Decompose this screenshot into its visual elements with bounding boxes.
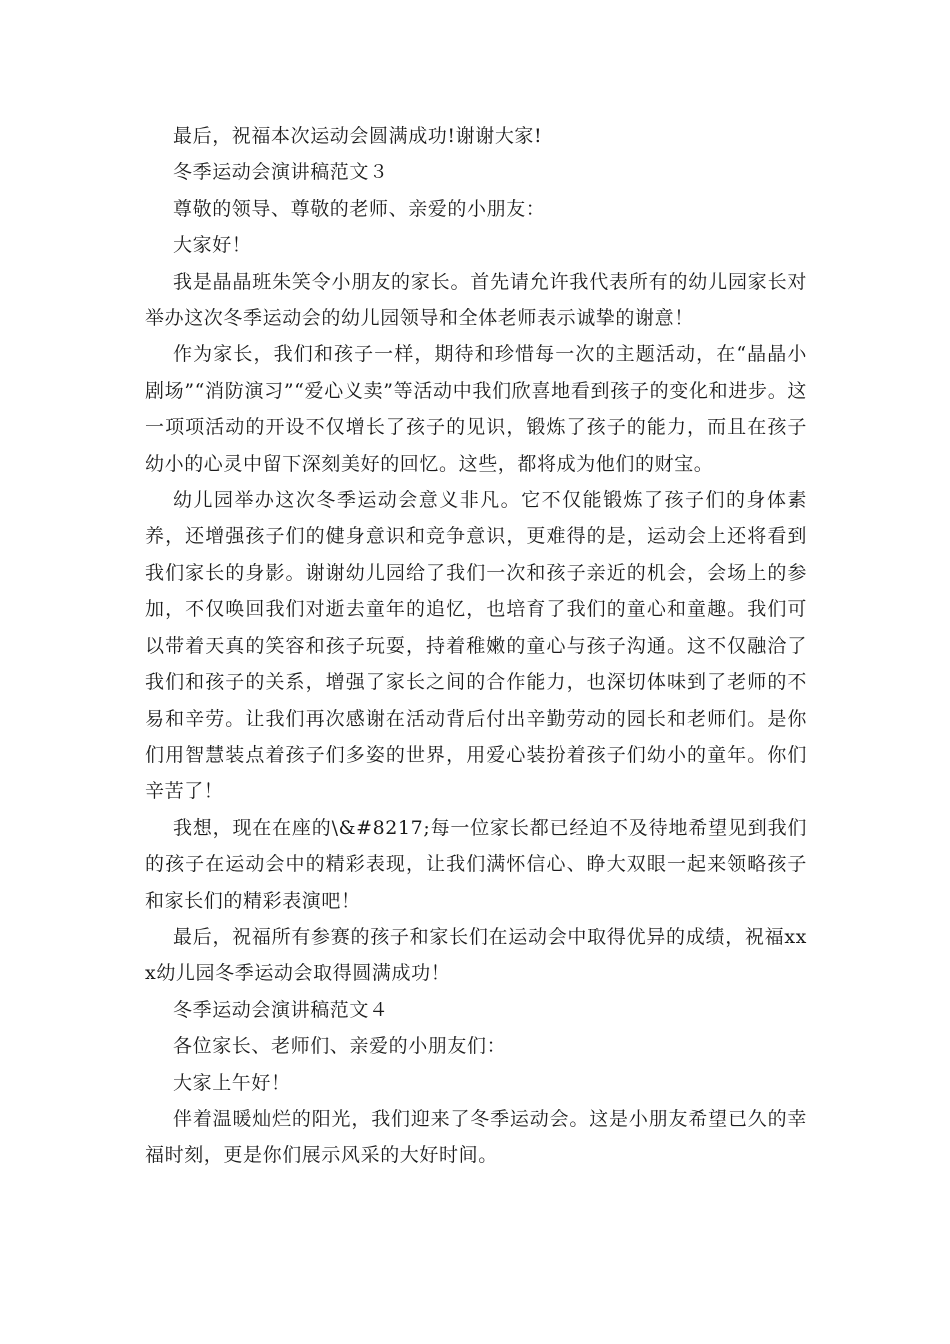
body-paragraph: 我是晶晶班朱笑令小朋友的家长。首先请允许我代表所有的幼儿园家长对举办这次冬季运动会的幼儿园领导和全体老师表示诚挚的谢意！ bbox=[145, 270, 807, 330]
body-paragraph: 我想，现在在座的\&#8217;每一位家长都已经迫不及待地希望见到我们的孩子在运动会中的精彩表现，让我们满怀信心、睁大双眼一起来领略孩子和家长们的精彩表演吧！ bbox=[145, 816, 807, 912]
document-page bbox=[145, 118, 807, 1174]
greeting: 大家上午好！ bbox=[173, 1071, 291, 1094]
body-paragraph: 作为家长，我们和孩子一样，期待和珍惜每一次的主题活动，在“晶晶小剧场”“消防演习”“爱心义卖”等活动中我们欣喜地看到孩子的变化和进步。这一项项活动的开设不仅增长了孩子的见识，锻炼了孩子的能力，而且在孩子幼小的心灵中留下深刻美好的回忆。这些，都将成为他们的财宝。 bbox=[145, 343, 807, 475]
body-paragraph: 幼儿园举办这次冬季运动会意义非凡。它不仅能锻炼了孩子们的身体素养，还增强孩子们的健身意识和竞争意识，更难得的是，运动会上还将看到我们家长的身影。谢谢幼儿园给了我们一次和孩子亲近的机会，会场上的参加，不仅唤回我们对逝去童年的追忆，也培育了我们的童心和童趣。我们可以带着天真的笑容和孩子玩耍，持着稚嫩的童心与孩子沟通。这不仅融洽了我们和孩子的关系，增强了家长之间的合作能力，也深切体味到了老师的不易和辛劳。让我们再次感谢在活动背后付出辛勤劳动的园长和老师们。是你们用智慧装点着孩子们多姿的世界，用爱心装扮着孩子们幼小的童年。你们辛苦了！ bbox=[145, 489, 807, 803]
greeting: 大家好！ bbox=[173, 234, 252, 257]
closing-paragraph: 最后，祝福所有参赛的孩子和家长们在运动会中取得优异的成绩，祝福xxx幼儿园冬季运动会取得圆满成功！ bbox=[145, 925, 807, 985]
closing-paragraph: 最后，祝福本次运动会圆满成功!谢谢大家! bbox=[173, 125, 543, 147]
salutation: 各位家长、老师们、亲爱的小朋友们： bbox=[173, 1035, 507, 1058]
section-title: 冬季运动会演讲稿范文３ bbox=[173, 161, 389, 184]
section-title: 冬季运动会演讲稿范文４ bbox=[173, 998, 389, 1021]
salutation: 尊敬的领导、尊敬的老师、亲爱的小朋友： bbox=[173, 197, 546, 220]
body-paragraph: 伴着温暖灿烂的阳光，我们迎来了冬季运动会。这是小朋友希望已久的幸福时刻，更是你们展示风采的大好时间。 bbox=[145, 1107, 807, 1167]
